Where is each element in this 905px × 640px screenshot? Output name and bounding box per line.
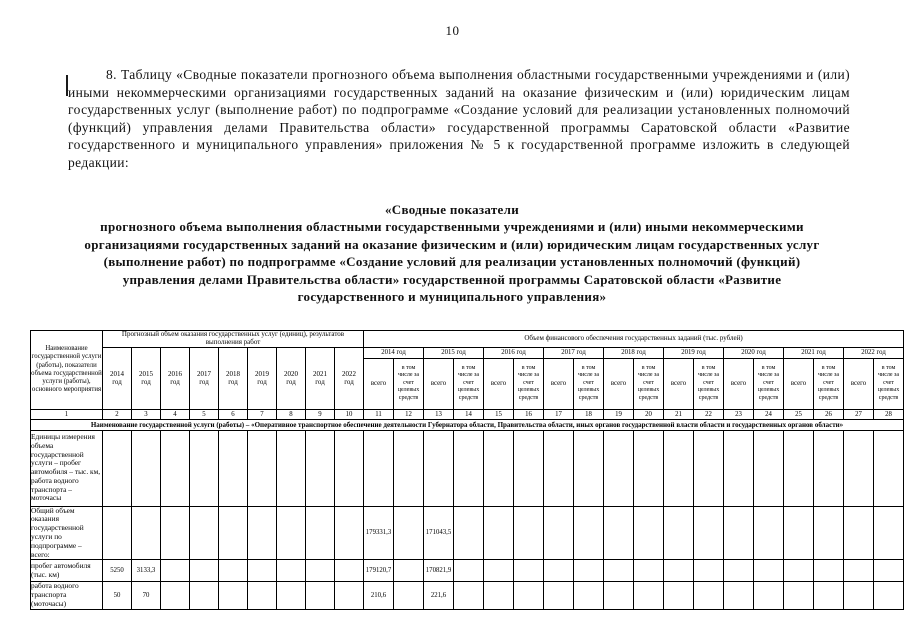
column-number: 4	[161, 409, 190, 419]
finance-group-header: Объем финансового обеспечения государственных заданий (тыс. рублей)	[364, 331, 904, 348]
data-cell: 221,6	[424, 582, 454, 609]
data-cell: 210,6	[364, 582, 394, 609]
year-suffix: год	[257, 378, 267, 387]
year-value: 2022	[342, 370, 356, 379]
data-cell	[248, 506, 277, 560]
data-cell	[161, 560, 190, 582]
data-cell	[724, 560, 754, 582]
column-number: 28	[874, 409, 904, 419]
data-cell: 170821,9	[424, 560, 454, 582]
column-number: 10	[335, 409, 364, 419]
data-cell	[484, 560, 514, 582]
data-cell	[161, 582, 190, 609]
page-number: 10	[445, 23, 460, 38]
year-value: 2016	[168, 370, 182, 379]
data-cell	[874, 560, 904, 582]
data-cell	[306, 430, 335, 506]
data-cell	[634, 582, 664, 609]
finance-year-header: 2022 год	[844, 347, 904, 358]
finance-targeted-subheader: в том числе за счет целевых средств	[394, 358, 424, 409]
data-cell	[544, 430, 574, 506]
year-suffix: год	[199, 378, 209, 387]
data-cell	[574, 506, 604, 560]
data-cell	[514, 430, 544, 506]
column-number: 11	[364, 409, 394, 419]
data-cell	[754, 560, 784, 582]
data-cell	[754, 430, 784, 506]
data-cell	[754, 582, 784, 609]
data-cell	[219, 506, 248, 560]
data-cell	[664, 560, 694, 582]
prognosis-year-header	[190, 347, 219, 409]
column-number: 6	[219, 409, 248, 419]
row-label: Общий объем оказания государственной услуги по подпрограмме – всего:	[31, 506, 103, 560]
data-cell	[604, 582, 634, 609]
finance-year-header: 2020 год	[724, 347, 784, 358]
data-cell	[190, 430, 219, 506]
year-value: 2018	[226, 370, 240, 379]
data-cell	[664, 582, 694, 609]
year-suffix: год	[344, 378, 354, 387]
intro-paragraph: 8. Таблицу «Сводные показатели прогнозного объема выполнения областными государственными учреждениями и (или) иными некоммерческими организациями государственных заданий на оказание физическим и (или) юридическим лицам государственных услуг (выполнение работ) по подпрограмме «Создание условий для реализации установленных полномочий (функций) управления делами Правительства области» государственной программы Саратовской области «Развитие государственного и муниципального управления» приложения № 5 к государственной программе изложить в следующей редакции:	[68, 67, 850, 170]
column-number: 14	[454, 409, 484, 419]
data-cell	[364, 430, 394, 506]
data-cell	[634, 506, 664, 560]
data-cell	[604, 506, 634, 560]
finance-year-header: 2021 год	[784, 347, 844, 358]
column-number: 9	[306, 409, 335, 419]
data-cell	[844, 506, 874, 560]
data-cell	[874, 582, 904, 609]
data-cell	[814, 582, 844, 609]
data-cell	[784, 560, 814, 582]
header-row-groups	[31, 331, 904, 348]
column-number: 23	[724, 409, 754, 419]
year-value: 2017	[197, 370, 211, 379]
data-cell	[694, 430, 724, 506]
finance-targeted-subheader: в том числе за счет целевых средств	[874, 358, 904, 409]
data-cell: 3133,3	[132, 560, 161, 582]
data-cell	[219, 582, 248, 609]
data-cell	[161, 506, 190, 560]
column-number: 5	[190, 409, 219, 419]
prognosis-year-header	[248, 347, 277, 409]
data-cell	[306, 506, 335, 560]
data-cell	[814, 506, 844, 560]
year-value: 2021	[313, 370, 327, 379]
year-value: 2014	[110, 370, 124, 379]
column-number: 20	[634, 409, 664, 419]
column-number: 8	[277, 409, 306, 419]
finance-year-header: 2019 год	[664, 347, 724, 358]
data-cell	[694, 506, 724, 560]
data-cell: 171043,5	[424, 506, 454, 560]
column-number: 18	[574, 409, 604, 419]
column-number: 24	[754, 409, 784, 419]
data-cell	[161, 430, 190, 506]
data-cell	[454, 560, 484, 582]
finance-targeted-subheader: в том числе за счет целевых средств	[514, 358, 544, 409]
year-suffix: год	[112, 378, 122, 387]
data-cell	[574, 560, 604, 582]
data-cell	[844, 560, 874, 582]
finance-total-subheader: всего	[364, 358, 394, 409]
column-number: 15	[484, 409, 514, 419]
service-name-row	[31, 419, 904, 430]
column-number: 12	[394, 409, 424, 419]
data-cell	[784, 430, 814, 506]
data-cell	[514, 560, 544, 582]
data-cell	[454, 430, 484, 506]
data-cell	[544, 582, 574, 609]
data-cell	[604, 560, 634, 582]
data-cell	[454, 506, 484, 560]
column-number: 13	[424, 409, 454, 419]
data-cell	[844, 582, 874, 609]
data-cell	[335, 430, 364, 506]
data-cell	[844, 430, 874, 506]
data-cell	[306, 560, 335, 582]
heading-body: прогнозного объема выполнения областными государственными учреждениями и (или) иными некоммерческими организациями государственных заданий на оказание физическим и (или) юридическим лицам государственных услуг (выполнение работ) по подпрограмме «Создание условий для реализации установленных полномочий (функций) управления делами Правительства области» государственной программы Саратовской области «Развитие государственного и муниципального управления»	[84, 219, 820, 305]
data-cell	[277, 560, 306, 582]
data-cell	[814, 430, 844, 506]
data-cell	[132, 506, 161, 560]
heading-title-line: «Сводные показатели	[385, 202, 519, 217]
data-cell	[574, 582, 604, 609]
data-cell	[484, 430, 514, 506]
prognosis-group-header: Прогнозный объем оказания государственных услуг (единиц), результатов выполнения работ	[103, 331, 364, 348]
year-suffix: год	[286, 378, 296, 387]
column-number: 1	[31, 409, 103, 419]
data-cell	[248, 582, 277, 609]
data-cell	[694, 560, 724, 582]
year-value: 2015	[139, 370, 153, 379]
column-number: 3	[132, 409, 161, 419]
finance-year-header: 2014 год	[364, 347, 424, 358]
table-col1-header: Наименование государственной услуги (работы), показатели объема государственной услуги (работы), основного мероприятия	[31, 331, 103, 410]
column-number: 16	[514, 409, 544, 419]
data-cell	[394, 560, 424, 582]
data-cell: 70	[132, 582, 161, 609]
data-cell: 50	[103, 582, 132, 609]
data-cell: 179120,7	[364, 560, 394, 582]
column-number: 26	[814, 409, 844, 419]
prognosis-year-header	[219, 347, 248, 409]
finance-total-subheader: всего	[844, 358, 874, 409]
row-label: работа водного транспорта (моточасы)	[31, 582, 103, 609]
finance-total-subheader: всего	[724, 358, 754, 409]
data-cell	[335, 582, 364, 609]
data-cell	[394, 506, 424, 560]
service-name-cell: Наименование государственной услуги (работы) – «Оперативное транспортное обеспечение деятельности Губернатора области, Правительства области, иных органов государственной власти области и государственных органов области»	[31, 419, 904, 430]
column-number: 19	[604, 409, 634, 419]
data-cell	[394, 430, 424, 506]
column-number: 22	[694, 409, 724, 419]
data-cell	[484, 582, 514, 609]
data-cell	[190, 582, 219, 609]
finance-total-subheader: всего	[664, 358, 694, 409]
data-cell	[277, 430, 306, 506]
data-cell: 179331,3	[364, 506, 394, 560]
data-cell	[754, 506, 784, 560]
table-data-row	[31, 582, 904, 609]
data-cell	[634, 430, 664, 506]
section-heading	[82, 201, 822, 305]
data-cell	[664, 430, 694, 506]
data-cell	[394, 582, 424, 609]
finance-total-subheader: всего	[604, 358, 634, 409]
column-number: 2	[103, 409, 132, 419]
column-number-row	[31, 409, 904, 419]
data-cell	[219, 430, 248, 506]
year-value: 2019	[255, 370, 269, 379]
year-suffix: год	[228, 378, 238, 387]
data-cell	[814, 560, 844, 582]
column-number: 27	[844, 409, 874, 419]
data-cell	[664, 506, 694, 560]
data-cell	[103, 430, 132, 506]
data-cell	[484, 506, 514, 560]
column-number: 21	[664, 409, 694, 419]
data-cell	[514, 582, 544, 609]
finance-targeted-subheader: в том числе за счет целевых средств	[454, 358, 484, 409]
data-cell	[190, 506, 219, 560]
data-cell	[874, 430, 904, 506]
finance-total-subheader: всего	[484, 358, 514, 409]
finance-total-subheader: всего	[784, 358, 814, 409]
data-cell	[335, 506, 364, 560]
column-number: 7	[248, 409, 277, 419]
year-suffix: год	[141, 378, 151, 387]
data-cell	[724, 430, 754, 506]
finance-year-header: 2018 год	[604, 347, 664, 358]
table-data-row	[31, 560, 904, 582]
prognosis-year-header	[161, 347, 190, 409]
finance-year-header: 2017 год	[544, 347, 604, 358]
data-cell	[784, 506, 814, 560]
year-suffix: год	[170, 378, 180, 387]
data-cell: 5250	[103, 560, 132, 582]
data-cell	[544, 506, 574, 560]
finance-total-subheader: всего	[544, 358, 574, 409]
finance-year-header: 2016 год	[484, 347, 544, 358]
year-value: 2020	[284, 370, 298, 379]
data-cell	[132, 430, 161, 506]
summary-table	[30, 330, 904, 610]
header-row-years	[31, 347, 904, 358]
column-number: 25	[784, 409, 814, 419]
finance-targeted-subheader: в том числе за счет целевых средств	[574, 358, 604, 409]
finance-targeted-subheader: в том числе за счет целевых средств	[814, 358, 844, 409]
prognosis-year-header	[335, 347, 364, 409]
data-cell	[874, 506, 904, 560]
data-cell	[219, 560, 248, 582]
data-cell	[335, 560, 364, 582]
data-cell	[634, 560, 664, 582]
prognosis-year-header	[277, 347, 306, 409]
table-data-row	[31, 430, 904, 506]
data-cell	[306, 582, 335, 609]
data-cell	[103, 506, 132, 560]
data-cell	[454, 582, 484, 609]
data-cell	[277, 582, 306, 609]
data-cell	[424, 430, 454, 506]
finance-targeted-subheader: в том числе за счет целевых средств	[754, 358, 784, 409]
data-cell	[514, 506, 544, 560]
column-number: 17	[544, 409, 574, 419]
prognosis-year-header	[103, 347, 132, 409]
data-cell	[784, 582, 814, 609]
year-suffix: год	[315, 378, 325, 387]
data-cell	[248, 430, 277, 506]
prognosis-year-header	[132, 347, 161, 409]
data-cell	[724, 506, 754, 560]
row-label: Единицы измерения объема государственной услуги – пробег автомобиля – тыс. км, работа водного транспорта – моточасы	[31, 430, 103, 506]
data-cell	[724, 582, 754, 609]
finance-targeted-subheader: в том числе за счет целевых средств	[634, 358, 664, 409]
row-label: пробег автомобиля (тыс. км)	[31, 560, 103, 582]
finance-year-header: 2015 год	[424, 347, 484, 358]
prognosis-year-header	[306, 347, 335, 409]
table-data-row	[31, 506, 904, 560]
data-cell	[544, 560, 574, 582]
data-cell	[190, 560, 219, 582]
data-cell	[277, 506, 306, 560]
data-cell	[248, 560, 277, 582]
data-cell	[694, 582, 724, 609]
finance-total-subheader: всего	[424, 358, 454, 409]
data-cell	[604, 430, 634, 506]
finance-targeted-subheader: в том числе за счет целевых средств	[694, 358, 724, 409]
data-cell	[574, 430, 604, 506]
